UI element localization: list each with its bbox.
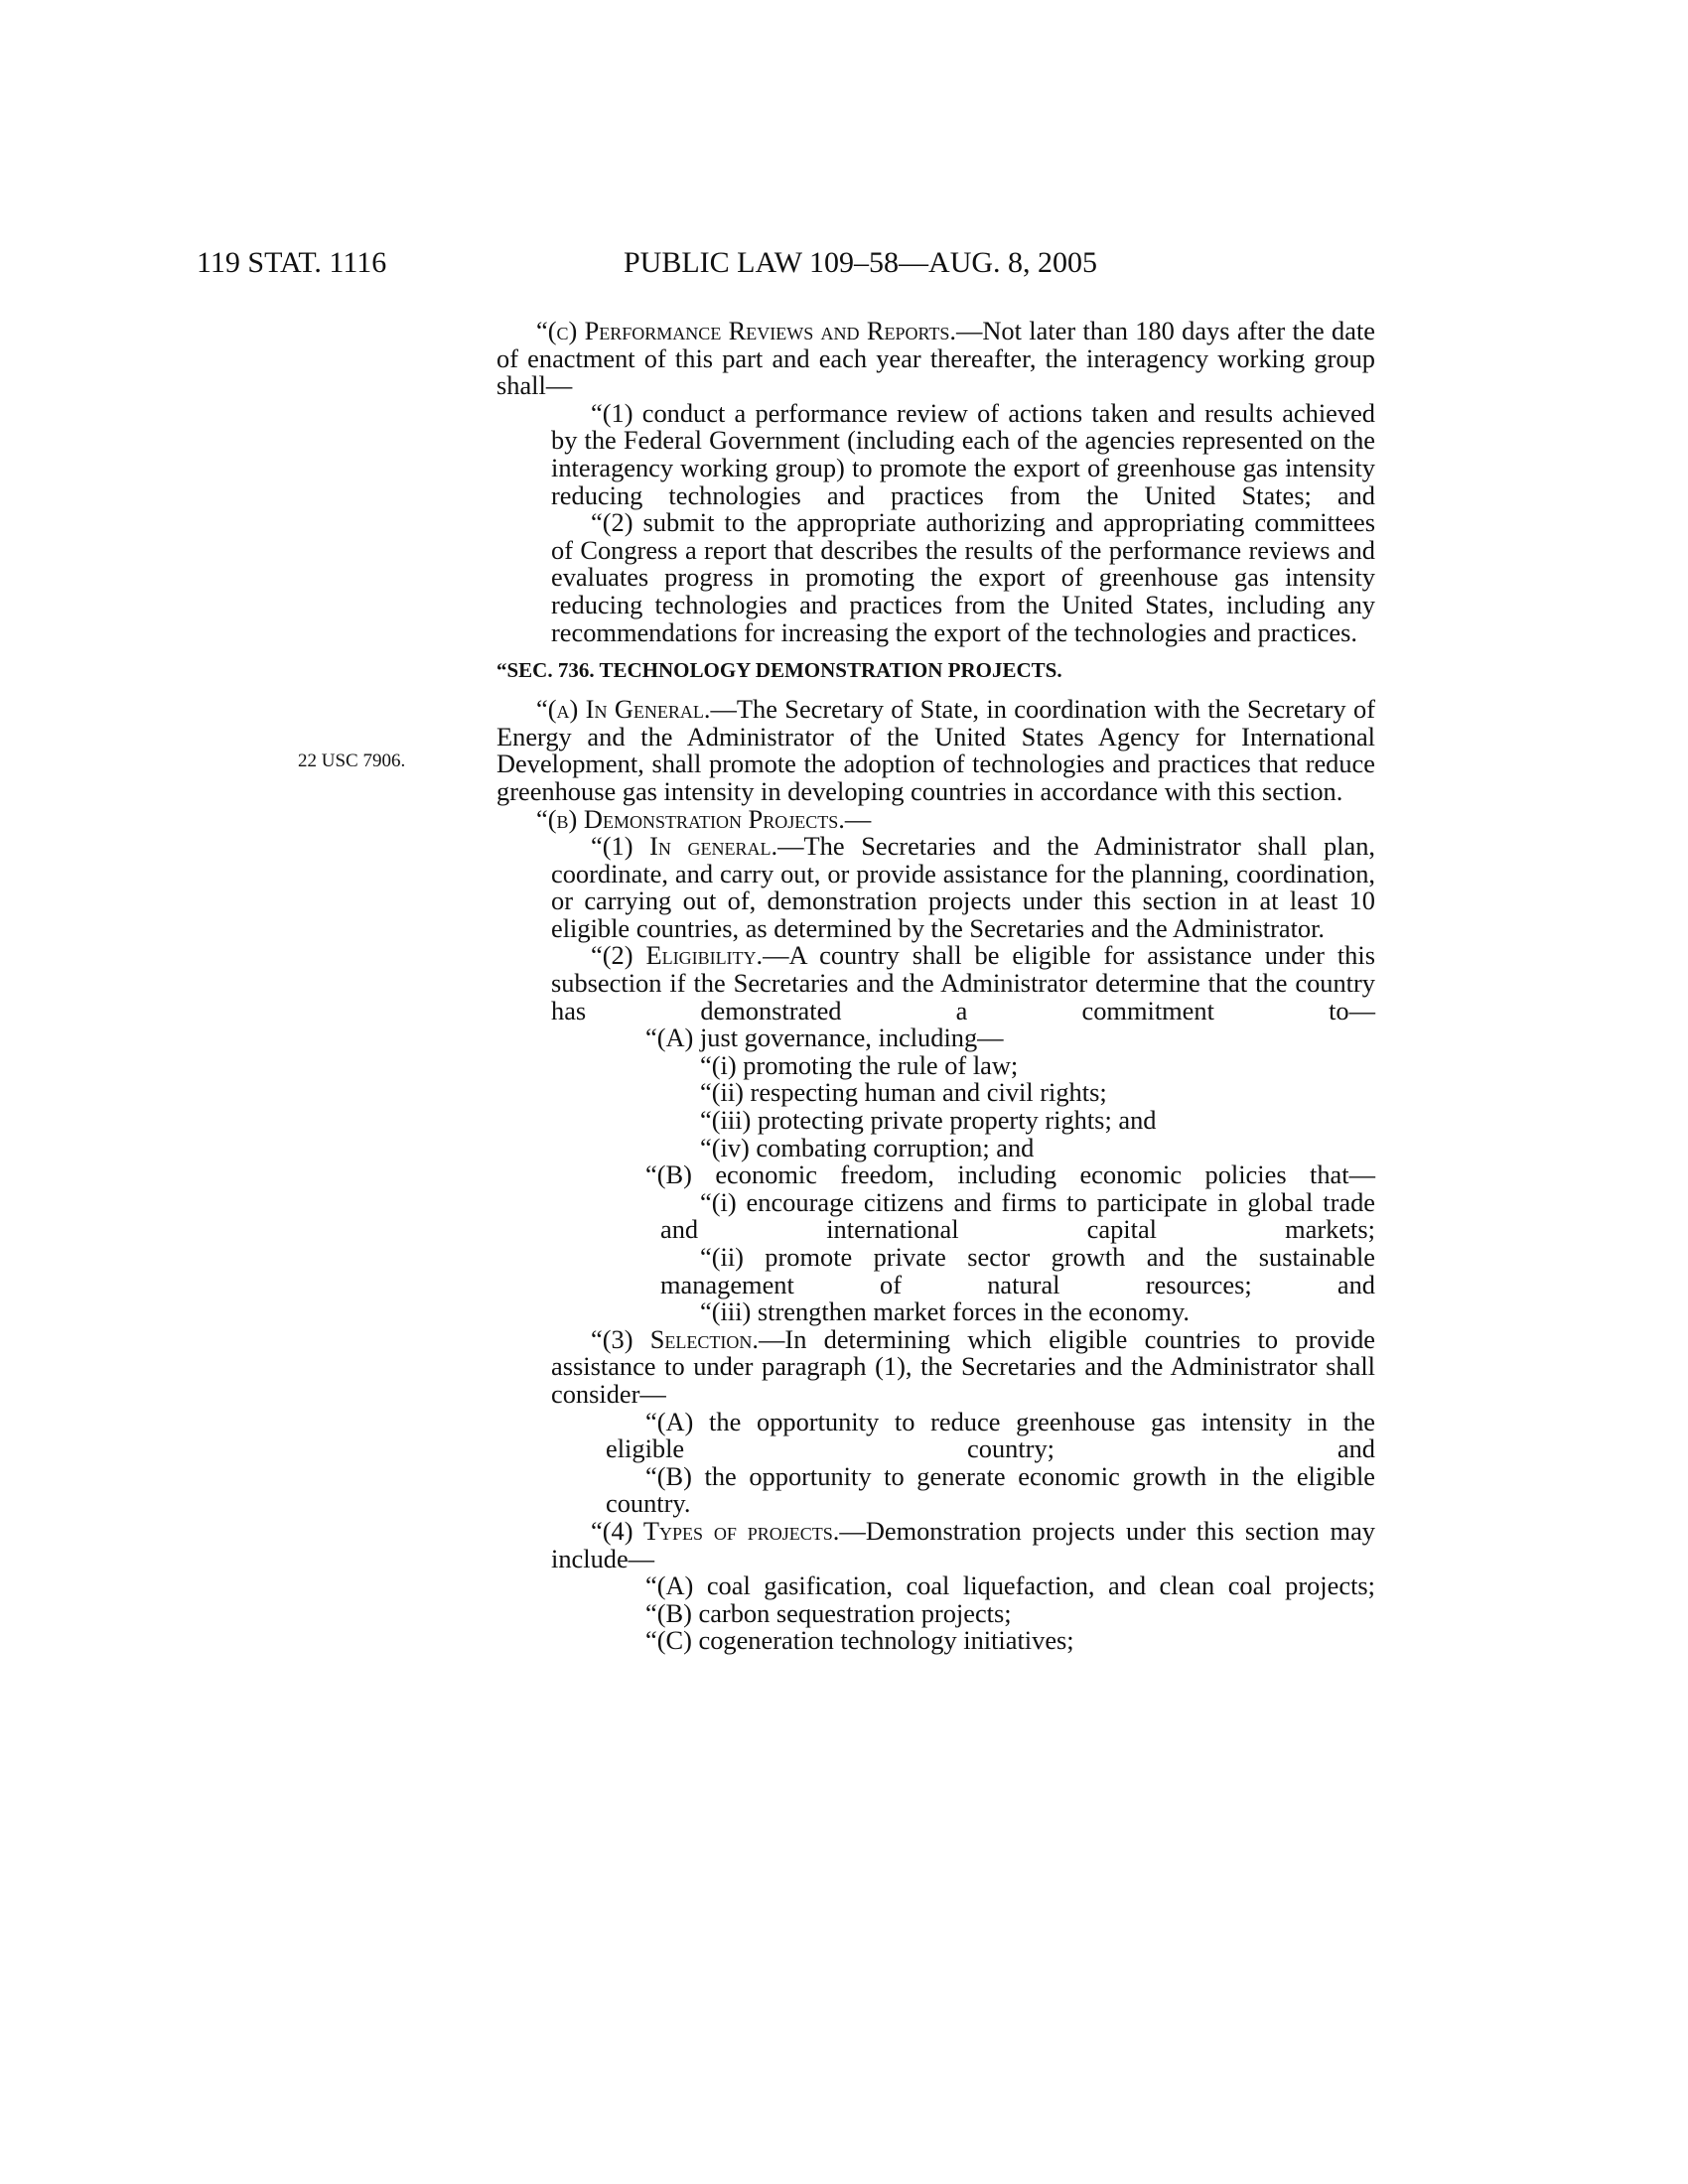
clause-b2Biii: “(iii) strengthen market forces in the economy. [700,1297,1190,1327]
subsection-b-text: — [844,803,872,834]
subsection-b-heading: “(b) Demonstration Projects. [536,803,845,834]
subparagraph-b2A: “(A) just governance, including— [645,1023,1004,1053]
margin-citation: 22 USC 7906. [298,751,406,771]
clause-b2Aiv: “(iv) combating corruption; and [700,1132,1035,1162]
paragraph-b3-heading: “(3) Selection. [591,1323,760,1354]
subparagraph-b3A: “(A) the opportunity to reduce greenhouse gas intensity in the eligible country; and [606,1406,1375,1464]
subsection-a [496,696,1375,805]
paragraph-c2: “(2) submit to the appropriate authorizing and appropriating committees of Congress a report that describes the results of the performance reviews and evaluates progress in promoting the export of greenhouse gas intensity reducing technologies and practices from the United States, including any recommendations for increasing the export of the technologies and practices. [551,507,1375,647]
subparagraph-b4B: “(B) carbon sequestration projects; [645,1597,1012,1628]
paragraph-c1: “(1) conduct a performance review of actions taken and results achieved by the Federal Government (including each of the agencies represented on the interagency working group) to promote the export of greenhouse gas intensity reducing technologies and practices from the United States; and [551,397,1375,510]
subsection-c-text: —Not later than 180 days after the date of enactment of this part and each year thereafter, the interagency working group shall— [496,316,1375,401]
paragraph-b1 [551,833,1375,942]
paragraph-b4-text: —Demonstration projects under this section may include— [551,1515,1375,1573]
stat-citation: 119 STAT. 1116 [197,246,387,279]
paragraph-b2-heading: “(2) Eligibility. [591,940,764,971]
paragraph-b3-text: —In determining which eligible countries to provide assistance to under paragraph (1), the Secretaries and the Administrator shall consider— [551,1323,1376,1409]
clause-b2Aii: “(ii) respecting human and civil rights; [700,1077,1107,1108]
subparagraph-b4C: “(C) cogeneration technology initiatives; [645,1625,1074,1656]
subsection-c-heading: “(c) Performance Reviews and Reports. [536,316,956,345]
clause-b2Bi: “(i) encourage citizens and firms to participate in global trade and international capital markets; [660,1186,1375,1245]
page-header [0,246,1688,286]
paragraph-b1-heading: “(1) In general. [591,831,778,862]
subsection-a-heading: “(a) In General. [536,694,711,725]
clause-b2Aiii: “(iii) protecting private property rights; and [700,1105,1157,1136]
paragraph-b2-text: —A country shall be eligible for assistance under this subsection if the Secretaries and the Administrator determine that the country has demonstrated a commitment to— [551,940,1375,1025]
subparagraph-b4A: “(A) coal gasification, coal liquefaction, and clean coal projects; [645,1570,1375,1601]
clause-b2Bii: “(ii) promote private sector growth and the sustainable management of natural resources; and [660,1242,1375,1299]
public-law-title: PUBLIC LAW 109–58—AUG. 8, 2005 [624,246,1098,279]
paragraph-b2 [551,942,1375,1024]
paragraph-b3 [551,1323,1376,1409]
subsection-a-text: —The Secretary of State, in coordination with the Secretary of Energy and the Administrator of the United States Agency for International Development, shall promote the adoption of technologies and practices that reduce greenhouse gas intensity in developing countries in accordance with this section. [496,694,1375,806]
subparagraph-b3B: “(B) the opportunity to generate economic growth in the eligible country. [606,1460,1375,1519]
section-heading: “SEC. 736. TECHNOLOGY DEMONSTRATION PROJECTS. [496,658,1062,683]
paragraph-b4-heading: “(4) Types of projects. [591,1515,840,1546]
subparagraph-b2B: “(B) economic freedom, including economic policies that— [645,1160,1375,1190]
paragraph-b4 [551,1515,1375,1573]
statute-body [496,318,1375,1655]
paragraph-b1-text: —The Secretaries and the Administrator shall plan, coordinate, and carry out, or provide assistance for the planning, coordination, or carrying out of, demonstration projects under this section in at least 10 eligible countries, as determined by the Secretaries and the Administrator. [551,831,1375,943]
subsection-b [496,803,1375,834]
clause-b2Ai: “(i) promoting the rule of law; [700,1049,1019,1080]
subsection-c [496,318,1375,400]
